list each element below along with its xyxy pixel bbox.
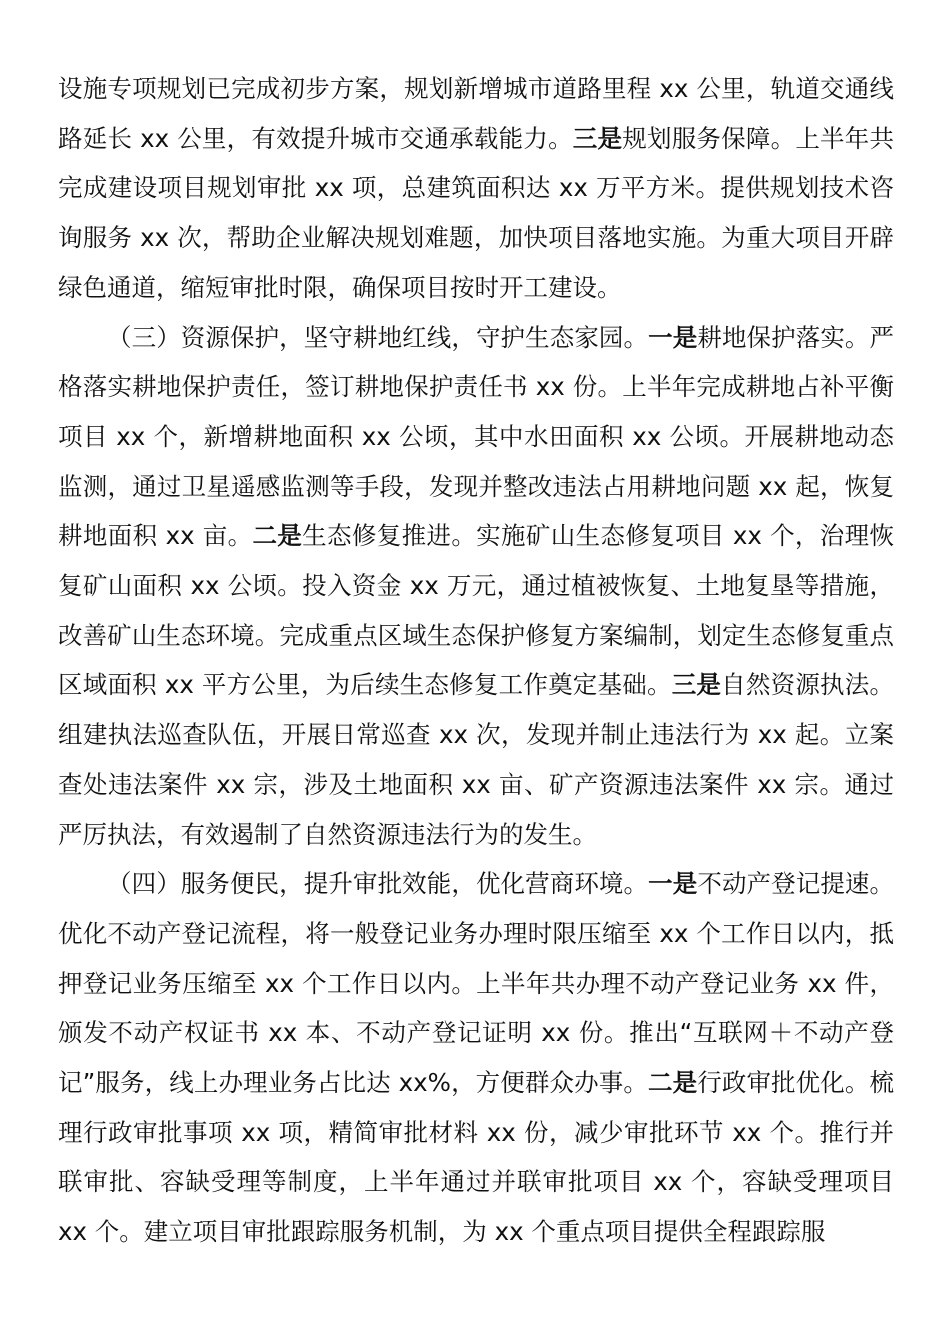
bold-marker: 一是 bbox=[648, 322, 698, 352]
bold-marker: 一是 bbox=[648, 869, 698, 899]
text-segment: 行政审批优化。梳理行政审批事项 xx 项，精简审批材料 xx 份，减少审批环节 xx 个。推行并联审批、容缺受理等制度，上半年通过并联审批项目 xx 个，容缺受理项目 xx 个。建立项目审批跟踪服务机制，为 xx 个重点项目提供全程跟踪服 bbox=[58, 1068, 895, 1247]
paragraph-service-convenience bbox=[58, 859, 894, 1257]
text-segment: 耕地保护落实。严格落实耕地保护责任，签订耕地保护责任书 xx 份。上半年完成耕地占补平衡项目 xx 个，新增耕地面积 xx 公顷，其中水田面积 xx 公顷。开展耕地动态监测，通过卫星遥感监测等手段，发现并整改违法占用耕地问题 xx 起，恢复耕地面积 xx 亩。 bbox=[58, 322, 895, 551]
bold-marker: 二是 bbox=[252, 521, 303, 551]
document-page bbox=[58, 64, 894, 1257]
paragraph-planning-services bbox=[58, 64, 894, 313]
text-segment: 设施专项规划已完成初步方案，规划新增城市道路里程 xx 公里，轨道交通线路延长 xx 公里，有效提升城市交通承载能力。 bbox=[58, 74, 894, 153]
bold-marker: 三是 bbox=[671, 670, 722, 700]
text-segment: 规划服务保障。上半年共完成建设项目规划审批 xx 项，总建筑面积达 xx 万平方米。提供规划技术咨询服务 xx 次，帮助企业解决规划难题，加快项目落地实施。为重大项目开辟绿色通道，缩短审批时限，确保项目按时开工建设。 bbox=[58, 123, 894, 302]
bold-marker: 二是 bbox=[647, 1068, 698, 1098]
section-heading: （三）资源保护，坚守耕地红线，守护生态家园。 bbox=[107, 322, 649, 352]
text-segment: 生态修复推进。实施矿山生态修复项目 xx 个，治理恢复矿山面积 xx 公顷。投入资金 xx 万元，通过植被恢复、土地复垦等措施，改善矿山生态环境。完成重点区域生态保护修复方案编制，划定生态修复重点区域面积 xx 平方公里，为后续生态修复工作奠定基础。 bbox=[58, 521, 894, 700]
text-segment: 不动产登记提速。优化不动产登记流程，将一般登记业务办理时限压缩至 xx 个工作日以内，抵押登记业务压缩至 xx 个工作日以内。上半年共办理不动产登记业务 xx 件，颁发不动产权证书 xx 本、不动产登记证明 xx 份。推出“互联网＋不动产登记”服务，线上办理业务占比达 xx%，方便群众办事。 bbox=[58, 869, 895, 1098]
bold-marker: 三是 bbox=[572, 123, 623, 153]
text-segment: 自然资源执法。组建执法巡查队伍，开展日常巡查 xx 次，发现并制止违法行为 xx 起。立案查处违法案件 xx 宗，涉及土地面积 xx 亩、矿产资源违法案件 xx 宗。通过严厉执法，有效遏制了自然资源违法行为的发生。 bbox=[58, 670, 895, 849]
paragraph-resource-protection bbox=[58, 313, 894, 860]
section-heading: （四）服务便民，提升审批效能，优化营商环境。 bbox=[107, 869, 649, 899]
